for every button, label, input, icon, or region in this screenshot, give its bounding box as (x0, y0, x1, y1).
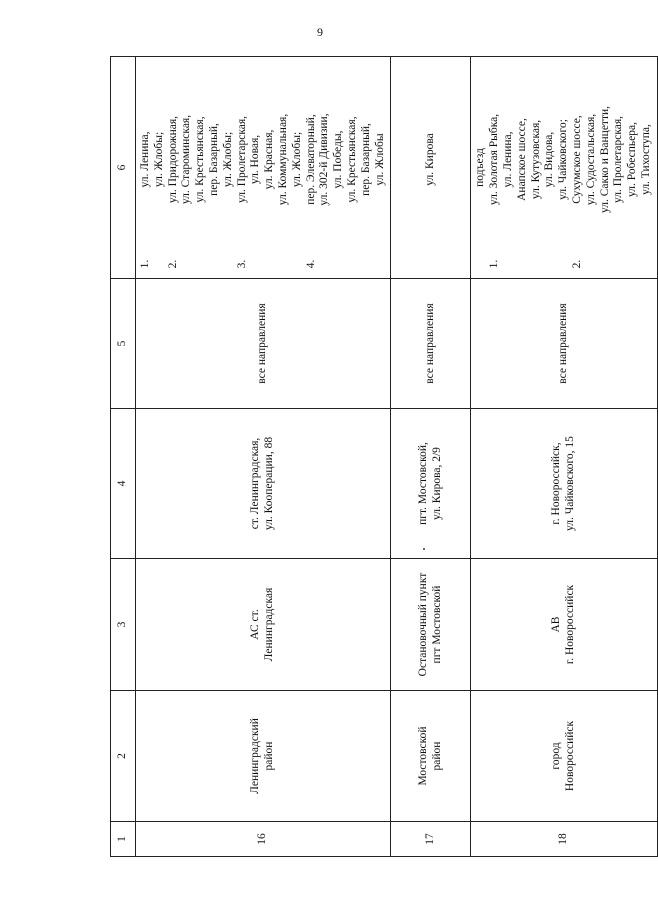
header-cell: 2 (111, 691, 136, 822)
station-cell (391, 559, 471, 691)
street-group-number: 1. (488, 259, 501, 269)
region-line: город (550, 742, 563, 770)
station-line: пгт Мостовской (430, 585, 443, 664)
table-row (471, 57, 657, 857)
street-name: Анапское шоссе, (515, 118, 528, 201)
station-cell (136, 559, 391, 691)
street-list (167, 63, 236, 256)
street-name: ул. Сакко и Ванцетти, (598, 105, 611, 214)
street-name: ул. Жлобы (373, 133, 386, 186)
header-cell: 4 (111, 409, 136, 559)
region-line: Новороссийск (564, 720, 577, 792)
streets-prefix: подъезд (474, 148, 487, 187)
street-name: пер. Базарный, (207, 123, 220, 196)
table-row (136, 57, 391, 857)
routes-table (110, 56, 658, 857)
street-group (236, 63, 305, 272)
street-group-number: 2. (166, 259, 179, 269)
street-name: Сухумское шоссе, (570, 115, 583, 204)
street-name: ул. Тихоступа, (639, 124, 652, 195)
region-line: Ленинградский (249, 718, 262, 794)
street-group (571, 63, 654, 272)
street-name: ул. Жлобы; (290, 131, 303, 188)
street-name: ул. Чайковского; (557, 119, 570, 200)
street-group-number: 3. (235, 259, 248, 269)
address-cell (136, 409, 391, 559)
streets-cell (471, 57, 657, 279)
street-name: ул. Пролетарская, (235, 115, 248, 204)
header-cell: 6 (111, 57, 136, 279)
street-name: ул. Кутузовская, (529, 119, 542, 200)
street-name: ул. Коммунальная, (276, 113, 289, 206)
station-line: Остановочный пункт (417, 572, 430, 677)
street-list (139, 63, 167, 256)
table-row (391, 57, 471, 857)
street-name: ул. Пролетарская, (612, 115, 625, 204)
street-name: ул. Новая, (249, 134, 262, 185)
street-list (571, 63, 654, 256)
row-number: 16 (136, 822, 391, 857)
street-name: ул. Кирова (423, 133, 436, 186)
table-body (136, 57, 658, 857)
region-line: район (263, 741, 276, 771)
street-list (488, 63, 571, 256)
street-group (139, 63, 167, 272)
page-number: 9 (317, 25, 323, 39)
row-number: 18 (471, 822, 657, 857)
street-group-number: 1. (139, 259, 151, 269)
direction-cell: все направления (391, 279, 471, 409)
region-line: Мостовской (417, 726, 430, 786)
row-number: 17 (391, 822, 471, 857)
street-name: ул. Судостальская, (584, 113, 597, 206)
street-group (167, 63, 236, 272)
street-group (305, 63, 388, 272)
street-name: ул. 302-й Дивизии, (318, 113, 331, 206)
street-name: ул. Жлобы; (221, 131, 234, 188)
stray-dot (423, 548, 425, 550)
header-cell: 1 (111, 822, 136, 857)
address-line: пгт. Мостовской, (417, 442, 430, 525)
street-name: ул. Победы, (332, 130, 345, 189)
address-line: ул. Кооперации, 88 (263, 436, 276, 531)
street-name: пер. Элеваторный, (304, 114, 317, 205)
rotated-table (110, 57, 652, 857)
station-line: г. Новороссийск (564, 584, 577, 665)
station-line: АС ст. (249, 609, 262, 640)
street-name: ул. Крестьянская, (345, 116, 358, 203)
street-name: ул. Придорожная, (166, 115, 179, 204)
direction-cell: все направления (136, 279, 391, 409)
station-line: АВ (550, 616, 563, 633)
header-cell: 3 (111, 559, 136, 691)
street-name: ул. Жлобы; (152, 131, 165, 188)
address-cell (391, 409, 471, 559)
address-line: г. Новороссийск, (550, 442, 563, 525)
table-container (110, 57, 652, 857)
street-name: ул. Ленина, (501, 131, 514, 188)
street-list (424, 63, 438, 256)
street-group-number: 4. (304, 259, 317, 269)
direction-cell: все направления (471, 279, 657, 409)
station-line: Ленинградская (263, 587, 276, 662)
street-list (305, 63, 388, 256)
street-group-number: 2. (570, 259, 583, 269)
streets-cell (391, 57, 471, 279)
street-name: ул. Староминская, (180, 114, 193, 205)
street-name: ул. Красная, (263, 129, 276, 190)
street-group (424, 63, 438, 272)
street-name: ул. Ленина, (139, 131, 151, 188)
street-group (488, 63, 571, 272)
region-cell (471, 691, 657, 822)
street-name: ул. Видова, (543, 131, 556, 188)
streets-cell (136, 57, 391, 279)
header-cell: 5 (111, 279, 136, 409)
header-row (111, 57, 136, 857)
street-name: ул. Золотая Рыбка, (488, 113, 501, 206)
street-list (236, 63, 305, 256)
region-cell (391, 691, 471, 822)
station-cell (471, 559, 657, 691)
address-line: ст. Ленинградская, (249, 437, 262, 530)
address-cell (471, 409, 657, 559)
region-cell (136, 691, 391, 822)
region-line: район (430, 741, 443, 771)
street-name: ул. Крестьянская, (194, 116, 207, 203)
address-line: ул. Кирова, 2/9 (430, 447, 443, 520)
address-line: ул. Чайковского, 15 (564, 436, 577, 531)
street-name: ул. Робеспьера, (626, 121, 639, 198)
street-name: пер. Базарный, (359, 123, 372, 196)
street-group-number (424, 256, 438, 272)
